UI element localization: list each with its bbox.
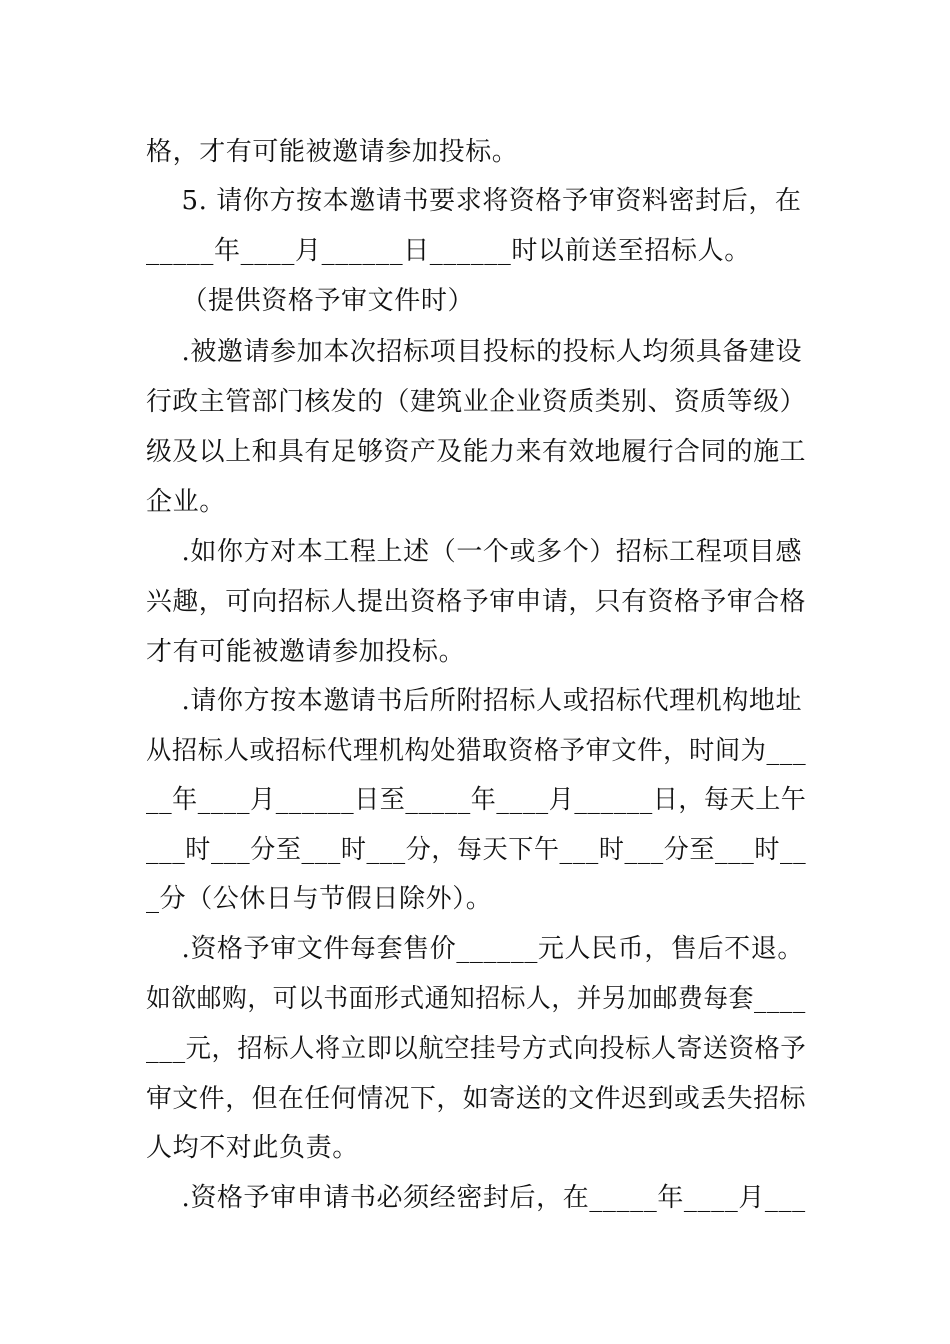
text-line: _分（公休日与节假日除外）。	[146, 884, 493, 914]
text-line: .资格予审申请书必须经密封后，在_____年____月___	[146, 1183, 806, 1213]
text-line: 才有可能被邀请参加投标。	[146, 637, 466, 667]
text-line: 审文件，但在任何情况下，如寄送的文件迟到或丢失招标	[146, 1084, 807, 1114]
text-line: （提供资格予审文件时）	[146, 286, 475, 316]
text-line: 5. 请你方按本邀请书要求将资格予审资料密封后，在	[146, 186, 802, 216]
text-line: .资格予审文件每套售价______元人民币，售后不退。	[146, 934, 804, 964]
text-line: .请你方按本邀请书后所附招标人或招标代理机构地址	[146, 686, 803, 716]
text-line: 级及以上和具有足够资产及能力来有效地履行合同的施工	[146, 437, 807, 467]
text-line: ___元，招标人将立即以航空挂号方式向投标人寄送资格予	[146, 1034, 807, 1064]
text-line: 人均不对此负责。	[146, 1133, 359, 1163]
text-line: 如欲邮购，可以书面形式通知招标人，并另加邮费每套____	[146, 984, 806, 1014]
text-line: 企业。	[146, 487, 226, 517]
text-line: 从招标人或招标代理机构处猎取资格予审文件，时间为___	[146, 736, 807, 766]
text-line: 格，才有可能被邀请参加投标。	[146, 137, 519, 167]
text-line: __年____月______日至_____年____月______日，每天上午	[146, 785, 807, 815]
text-line: .如你方对本工程上述（一个或多个）招标工程项目感	[146, 537, 803, 567]
text-line: ___时___分至___时___分，每天下午___时___分至___时__	[146, 835, 807, 865]
text-line: _____年____月______日______时以前送至招标人。	[146, 236, 751, 266]
text-line: 兴趣，可向招标人提出资格予审申请，只有资格予审合格	[146, 587, 807, 617]
text-line: 行政主管部门核发的（建筑业企业资质类别、资质等级）	[146, 387, 807, 417]
text-line: .被邀请参加本次招标项目投标的投标人均须具备建设	[146, 337, 803, 367]
